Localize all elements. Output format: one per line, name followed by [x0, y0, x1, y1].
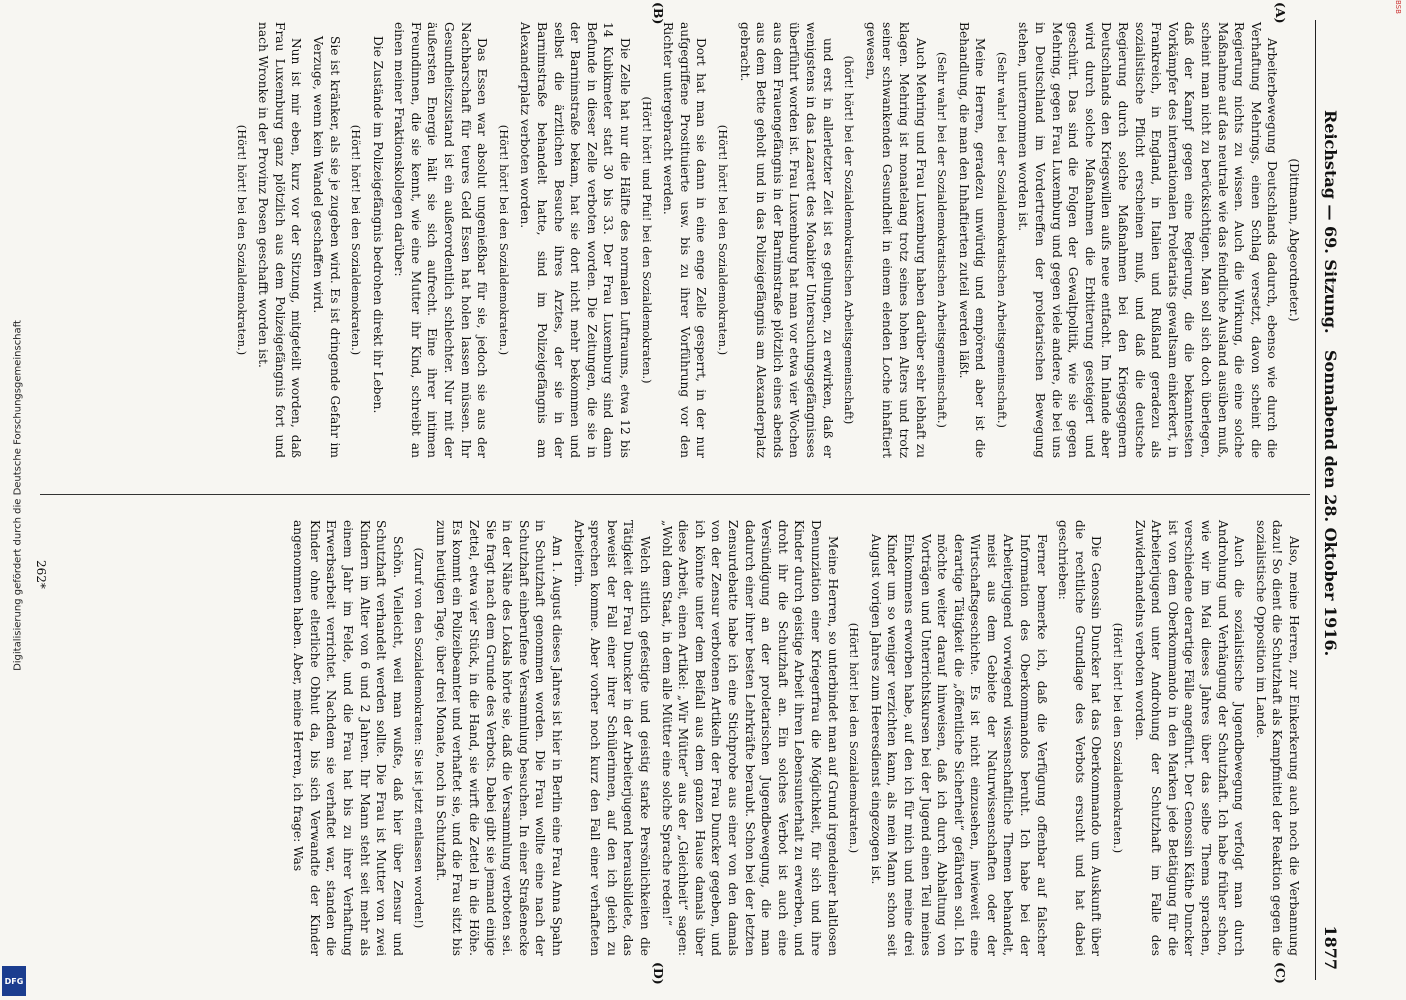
bsb-logo: BSB	[1394, 0, 1402, 14]
interjection: (Sehr wahr! bei der Sozialdemokratischen Arbeitsgemeinschaft.)	[935, 52, 950, 428]
paragraph: Also, meine Herren, zur Einkerkerung auch noch die Verbannung dazu! So dient die Schutzhaft als Kampfmittel der Reaktion gegen die sozialistische Opposition im Lande.	[1253, 520, 1301, 956]
margin-marker-c: (C)	[1273, 962, 1288, 984]
paragraph: Nun ist mir eben, kurz vor der Sitzung, mitgeteilt worden, daß Frau Luxemburg ganz plötzlich aus dem Polizeigefängnis fort und nach Wronke in der Provinz Posen geschafft worden ist.	[256, 22, 304, 458]
paragraph: Meine Herren, geradezu unwürdig und empörend aber ist die Behandlung, die man den Inhaftierten zuteil werden läßt.	[956, 22, 988, 458]
interjection: (Hört! hört! bei den Sozialdemokraten.)	[234, 124, 249, 356]
paragraph: Dort hat man sie dann in eine enge Zelle gesperrt, in der nur aufgegriffene Prostituierte usw. bis zu ihrer Vorführung vor den Richter untergebracht werden.	[661, 22, 709, 458]
paragraph: Auch Mehring und Frau Luxemburg haben darüber sehr lebhaft zu klagen. Mehring ist monatelang trotz seines hohen Alters und trotz seiner schwankenden Gesundheit in einem elenden Loche inhaftiert gewesen,	[863, 22, 928, 458]
interjection: (Hört! hört! bei den Sozialdemokraten.)	[847, 622, 862, 854]
margin-marker-b: (B)	[651, 2, 666, 25]
paragraph: Arbeiterbewegung Deutschlands dadurch, ebenso wie durch die Verhaftung Mehrings, einen Schlag versetzt, davon scheint die Regierung nichts zu wissen. Auch die Wirkung, die eine solche Maßnahme auf das neutrale wie das feindliche Ausland ausüben muß, scheint man nicht zu berücksichtigen. Man soll sich doch überlegen, daß der Kampf gegen eine Regierung, die die bekanntesten Vorkämpfer des internationalen Proletariats gewaltsam einkerkert, in Frankreich, in England, in Italien und Rußland geradezu als sozialistische Pflicht erscheinen muß, und daß die deutsche Regierung durch solche Maßnahmen bei den Kriegsgegnern Deutschlands den Kriegswillen aufs neue entfacht. Im Inlande aber wird durch solche Maßnahmen die Erbitterung gesteigert und geschürt. Das sind die Folgen der Gewaltpolitik, wie sie gegen Mehring, gegen Frau Luxemburg und gegen viele andere, die bei uns in Deutschland im Vordertreffen der proletarischen Bewegung stehen, unternommen worden ist.	[1016, 22, 1280, 458]
quoted-passage: Die Zustände im Polizeigefängnis bedrohen direkt ihr Leben.	[370, 36, 385, 414]
left-column	[228, 22, 1302, 458]
interjection: (hört! hört! bei der Sozialdemokratischen Arbeitsgemeinschaft)	[842, 55, 857, 425]
dfg-logo: DFG	[2, 966, 26, 996]
paragraph: Das Essen war absolut ungenießbar für sie, jedoch sie aus der Nachbarschaft für teures Geld Essen hat holen lassen müssen. Ihr Gesundheitszustand ist ein außerordentlich schlechter. Nur mit der äußersten Energie hält sie sich aufrecht. Eine ihrer intimen Freundinnen, die sie kennt, wie eine Mutter ihr Kind, schreibt an einen meiner Fraktionskollegen darüber:	[392, 22, 490, 458]
interjection: (Hört! hört! bei den Sozialdemokraten.)	[1111, 622, 1126, 854]
paragraph: Schön. Vielleicht, weil man wußte, daß hier über Zensur und Schutzhaft verhandelt werden sollte. Die Frau ist Mutter von zwei Kindern im Alter von 6 und 2 Jahren. Ihr Mann steht seit mehr als einem Jahr im Felde, und die Frau hat bis zu ihrer Verhaftung Erwerbsarbeit verrichtet. Nachdem sie verhaftet war, standen die Kinder ohne elterliche Obhut da, bis sich Verwandte der Kinder angenommen haben. Aber, meine Herren, ich frage: Was	[291, 520, 405, 956]
interjection: (Sehr wahr! bei der Sozialdemokratischen Arbeitsgemeinschaft.)	[994, 52, 1009, 428]
paragraph: und erst in allerletzter Zeit ist es gelungen, zu erwirken, daß er wenigstens in das Lazarett des Moabiter Untersuchungsgefängnisses überführt worden ist. Frau Luxemburg hat man vor etwa vier Wochen aus dem Frauengefängnis in der Barnimstraße plötzlich eines abends aus dem Bette geholt und in das Polizeigefängnis am Alexanderplatz gebracht.	[737, 22, 835, 458]
paragraph: Meine Herren, so unterbindet man auf Grund irgendeiner haltlosen Denunziation einer Kriegerfrau die Möglichkeit, für sich und ihre Kinder durch geistige Arbeit ihren Lebensunterhalt zu erwerben, und droht ihr die Schutzhaft an. Ein solches Verbot ist auch eine Versündigung an der proletarischen Jugendbewegung, die man dadurch einer ihrer besten Lehrkräfte beraubt. Schon bei der letzten Zensurdebatte habe ich eine Stichprobe aus einer von den damals von der Zensur verbotenen Artikeln der Frau Duncker gegeben, und ich könnte unter dem Beifall aus dem ganzen Hause damals über diese Arbeit, einen Artikel: „Wir Mütter“ aus der „Gleichheit“ sagen: „Wohl dem Staat, in dem alle Mütter eine solche Sprache reden!“	[659, 520, 840, 956]
folio-number: 262*	[34, 560, 48, 589]
column-divider	[40, 494, 1310, 495]
running-header	[1315, 20, 1344, 980]
quoted-passage: Sie ist kränker, als sie je zugeben wird. Es ist dringende Gefahr im Verzuge, wenn kein Wandel geschaffen wird.	[310, 36, 342, 458]
interjection: (Hört! hört! bei den Sozialdemokraten.)	[496, 124, 511, 356]
interjection: (Hört! hört! bei den Sozialdemokraten.)	[716, 124, 730, 356]
paragraph: Die Zelle hat nur die Hälfte des normalen Luftraums, etwa 12 bis 14 Kubikmeter statt 30 bis 33. Der Frau Luxemburg sind dann Befunde in dieser Zelle verboten worden. Die Zeitungen, die sie in der Barnimstraße bekam, hat sie dort nicht mehr bekommen und selbst die ärztlichen Besuche ihres Arztes, der sie in der Barnimstraße behandelt hatte, sind im Polizeigefängnis am Alexanderplatz verboten worden.	[518, 22, 633, 458]
digitization-note-text: Digitalisierung gefördert durch die Deutsche Forschungsgemeinschaft	[12, 320, 24, 671]
speaker-line: (Dittmann, Abgeordneter.)	[1287, 158, 1301, 322]
rotated-document-page	[30, 0, 1346, 1000]
quoted-passage: Ferner bemerke ich, daß die Verfügung offenbar auf falscher Information des Oberkommandos beruht. Ich habe bei der Arbeiterjugend vorwiegend wissenschaftliche Themen behandelt, meist aus dem Gebiete der Naturwissenschaften oder der Wirtschaftsgeschichte. Es ist nicht einzusehen, inwieweit eine derartige Tätigkeit die „öffentliche Sicherheit“ gefährden soll. Ich möchte weiter darauf hinweisen, daß ich durch Abhaltung von Vorträgen und Unterrichtskursen bei der Jugend einen Teil meines Einkommens erworben habe, auf den ich für mich und meine drei Kinder um so weniger verzichten kann, als mein Mann schon seit August vorigen Jahres zum Heeresdienst eingezogen ist.	[868, 534, 1049, 956]
paragraph: Die Genossin Duncker hat das Oberkommando um Auskunft über die rechtliche Grundlage des Verbots ersucht und hat dabei geschrieben:	[1056, 520, 1104, 956]
right-column	[285, 520, 1302, 956]
paragraph: Auch die sozialistische Jugendbewegung verfolgt man durch Androhung und Verhängung der Schutzhaft. Ich habe früher schon, wie wir im Mai dieses Jahres über das selbe Thema sprachen, verschiedene derartige Fälle angeführt. Der Genossin Käthe Duncker ist von dem Oberkommando in den Marken jede Betätigung für die Arbeiterjugend unter Androhung der Schutzhaft im Falle des Zuwiderhandelns verboten worden.	[1132, 520, 1247, 956]
digitization-note	[8, 0, 28, 1000]
interjection: (Hört! hört! und Pfui! bei den Sozialdemokraten.)	[639, 96, 654, 384]
header-date: Sonnabend den 28. Oktober 1916.	[1321, 350, 1340, 657]
interjection: (Zuruf von den Sozialdemokraten: Sie ist jetzt entlassen worden!)	[412, 547, 427, 929]
paragraph: Am 1. August dieses Jahres ist hier in Berlin eine Frau Anna Spahn in Schutzhaft genommen worden. Die Frau wollte eine nach der Schutzhaft einberufene Versammlung besuchen. In einer Straßenecke in der Nähe des Lokals hörte sie, daß die Versammlung verboten sei. Sie fragt nach dem Grunde des Verbots. Dabei gibt sie jemand einige Zettel, etwa vier Stück, in die Hand, sie wirft die Zettel in die Höhe. Es kommt ein Polizeibeamter und verhaftet sie, und die Frau sitzt bis zum heutigen Tage, über drei Monate, noch in Schutzhaft.	[433, 520, 565, 956]
header-page-number: 1877	[1321, 925, 1340, 970]
margin-marker-d: (D)	[651, 962, 666, 985]
margin-marker-a: (A)	[1273, 2, 1288, 24]
header-left: Reichstag — 69. Sitzung.	[1321, 110, 1340, 334]
interjection: (Hört! hört! bei den Sozialdemokraten.)	[349, 124, 364, 356]
paragraph: Welch sittlich gefestigte und geistig starke Persönlichkeiten die Tätigkeit der Frau Duncker in der Arbeiterjugend herausbildete, das beweist der Fall einer ihrer Schülerinnen, auf den ich gleich zu sprechen komme. Aber vorher noch kurz den Fall einer verhafteten Arbeiterin.	[571, 520, 653, 956]
